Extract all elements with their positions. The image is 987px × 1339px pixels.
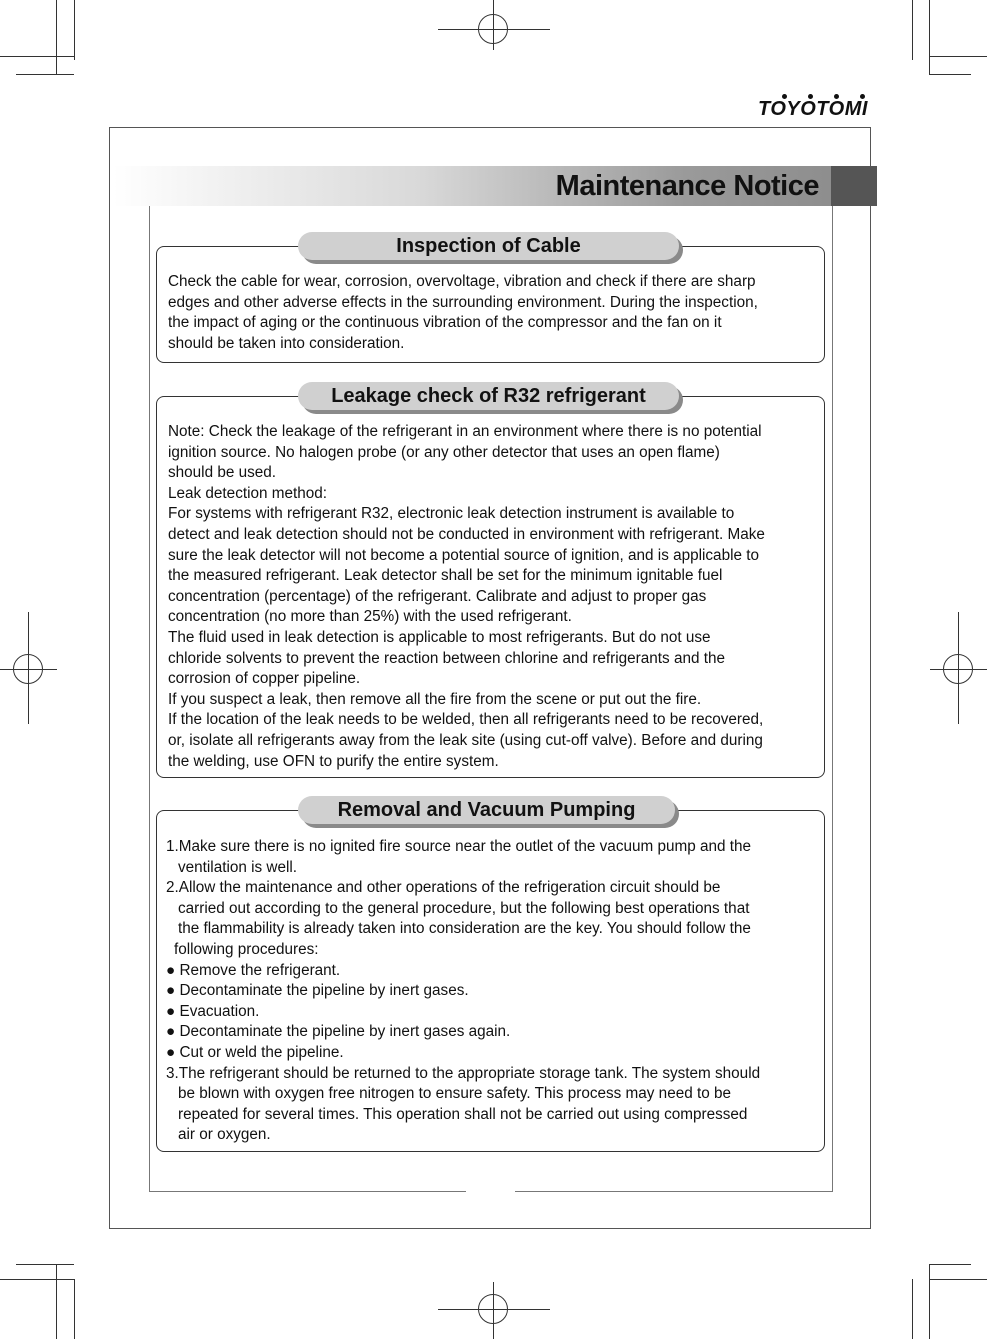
list-item: ● Decontaminate the pipeline by inert gases again. (166, 1023, 511, 1041)
registration-mark (28, 612, 29, 724)
text-line: the measured refrigerant. Leak detector shall be set for the minimum ignitable fuel (168, 567, 723, 585)
text-line: be blown with oxygen free nitrogen to ensure safety. This process may need to be (178, 1085, 731, 1103)
text-line: should be used. (168, 464, 277, 482)
crop-mark (74, 1279, 75, 1339)
text-line: 2.Allow the maintenance and other operations of the refrigeration circuit should be (166, 879, 721, 897)
text-line: If you suspect a leak, then remove all the fire from the scene or put out the fire. (168, 690, 702, 708)
crop-mark (929, 1279, 987, 1280)
crop-mark (0, 56, 74, 57)
text-line: carried out according to the general procedure, but the following best operations that (178, 899, 750, 917)
crop-mark (912, 1279, 913, 1339)
crop-mark (929, 74, 971, 75)
text-line: concentration (no more than 25%) with the used refrigerant. (168, 608, 572, 626)
registration-mark (438, 29, 550, 30)
text-line: 3.The refrigerant should be returned to the appropriate storage tank. The system should (166, 1064, 761, 1082)
text-line: corrosion of copper pipeline. (168, 670, 361, 688)
text-line: Leak detection method: (168, 484, 328, 502)
text-line: the flammability is already taken into consideration are the key. You should follow the (178, 920, 751, 938)
text-line: 1.Make sure there is no ignited fire source near the outlet of the vacuum pump and the (166, 838, 752, 855)
text-line: or, isolate all refrigerants away from the leak site (using cut-off valve). Before and during (168, 731, 763, 749)
section-body-leakage-check (168, 422, 765, 772)
text-line: concentration (percentage) of the refrigerant. Calibrate and adjust to proper gas (168, 587, 707, 605)
section-heading-cable-inspection: Inspection of Cable (298, 232, 679, 260)
list-item: ● Evacuation. (166, 1002, 260, 1020)
frame-gap (466, 1186, 515, 1196)
text-line: chloride solvents to prevent the reaction between chlorine and refrigerants and the (168, 649, 725, 667)
crop-mark (929, 1264, 930, 1339)
list-item: ● Cut or weld the pipeline. (166, 1043, 344, 1061)
registration-mark (438, 1309, 550, 1310)
text-line: Check the cable for wear, corrosion, overvoltage, vibration and check if there are sharp (168, 273, 756, 290)
text-line: ignition source. No halogen probe (or any other detector that uses an open flame) (168, 443, 720, 461)
text-line: edges and other adverse effects in the surrounding environment. During the inspection, (168, 293, 758, 311)
crop-mark (56, 0, 57, 74)
brand-logo (756, 94, 876, 124)
text-line: the welding, use OFN to purify the entire system. (168, 752, 499, 770)
title-banner-end (831, 166, 877, 206)
text-line: should be taken into consideration. (168, 334, 405, 352)
registration-mark (493, 0, 494, 50)
text-line: following procedures: (174, 940, 319, 958)
text-line: If the location of the leak needs to be welded, then all refrigerants need to be recovered, (168, 711, 764, 729)
text-line: sure the leak detector will not become a potential source of ignition, and is applicable to (168, 546, 759, 564)
text-line: the impact of aging or the continuous vibration of the compressor and the fan on it (168, 314, 722, 332)
section-body-cable-inspection (168, 272, 758, 354)
registration-mark (493, 1282, 494, 1339)
crop-mark (16, 74, 74, 75)
crop-mark (56, 1264, 57, 1339)
text-line: For systems with refrigerant R32, electronic leak detection instrument is available to (168, 505, 735, 523)
registration-mark (958, 612, 959, 724)
text-line: ventilation is well. (178, 858, 298, 876)
text-line: repeated for several times. This operation shall not be carried out using compressed (178, 1105, 748, 1123)
section-heading-leakage-check: Leakage check of R32 refrigerant (298, 382, 679, 410)
text-line: detect and leak detection should not be conducted in environment with refrigerant. Make (168, 525, 765, 543)
crop-mark (929, 0, 930, 74)
logo-wordmark: TOYOTOMI (758, 98, 868, 120)
text-line: The fluid used in leak detection is applicable to most refrigerants. But do not use (168, 628, 711, 646)
list-item: ● Decontaminate the pipeline by inert gases. (166, 982, 469, 1000)
page-title: Maintenance Notice (555, 170, 819, 202)
crop-mark (74, 0, 75, 60)
section-heading-vacuum-pumping: Removal and Vacuum Pumping (298, 796, 675, 824)
title-banner (113, 166, 877, 206)
crop-mark (929, 1264, 971, 1265)
text-line: Note: Check the leakage of the refrigerant in an environment where there is no potential (168, 423, 762, 440)
text-line: air or oxygen. (178, 1126, 271, 1144)
crop-mark (16, 1264, 74, 1265)
section-body-vacuum-pumping (166, 837, 760, 1146)
crop-mark (929, 56, 987, 57)
list-item: ● Remove the refrigerant. (166, 961, 341, 979)
crop-mark (0, 1279, 74, 1280)
crop-mark (912, 0, 913, 60)
